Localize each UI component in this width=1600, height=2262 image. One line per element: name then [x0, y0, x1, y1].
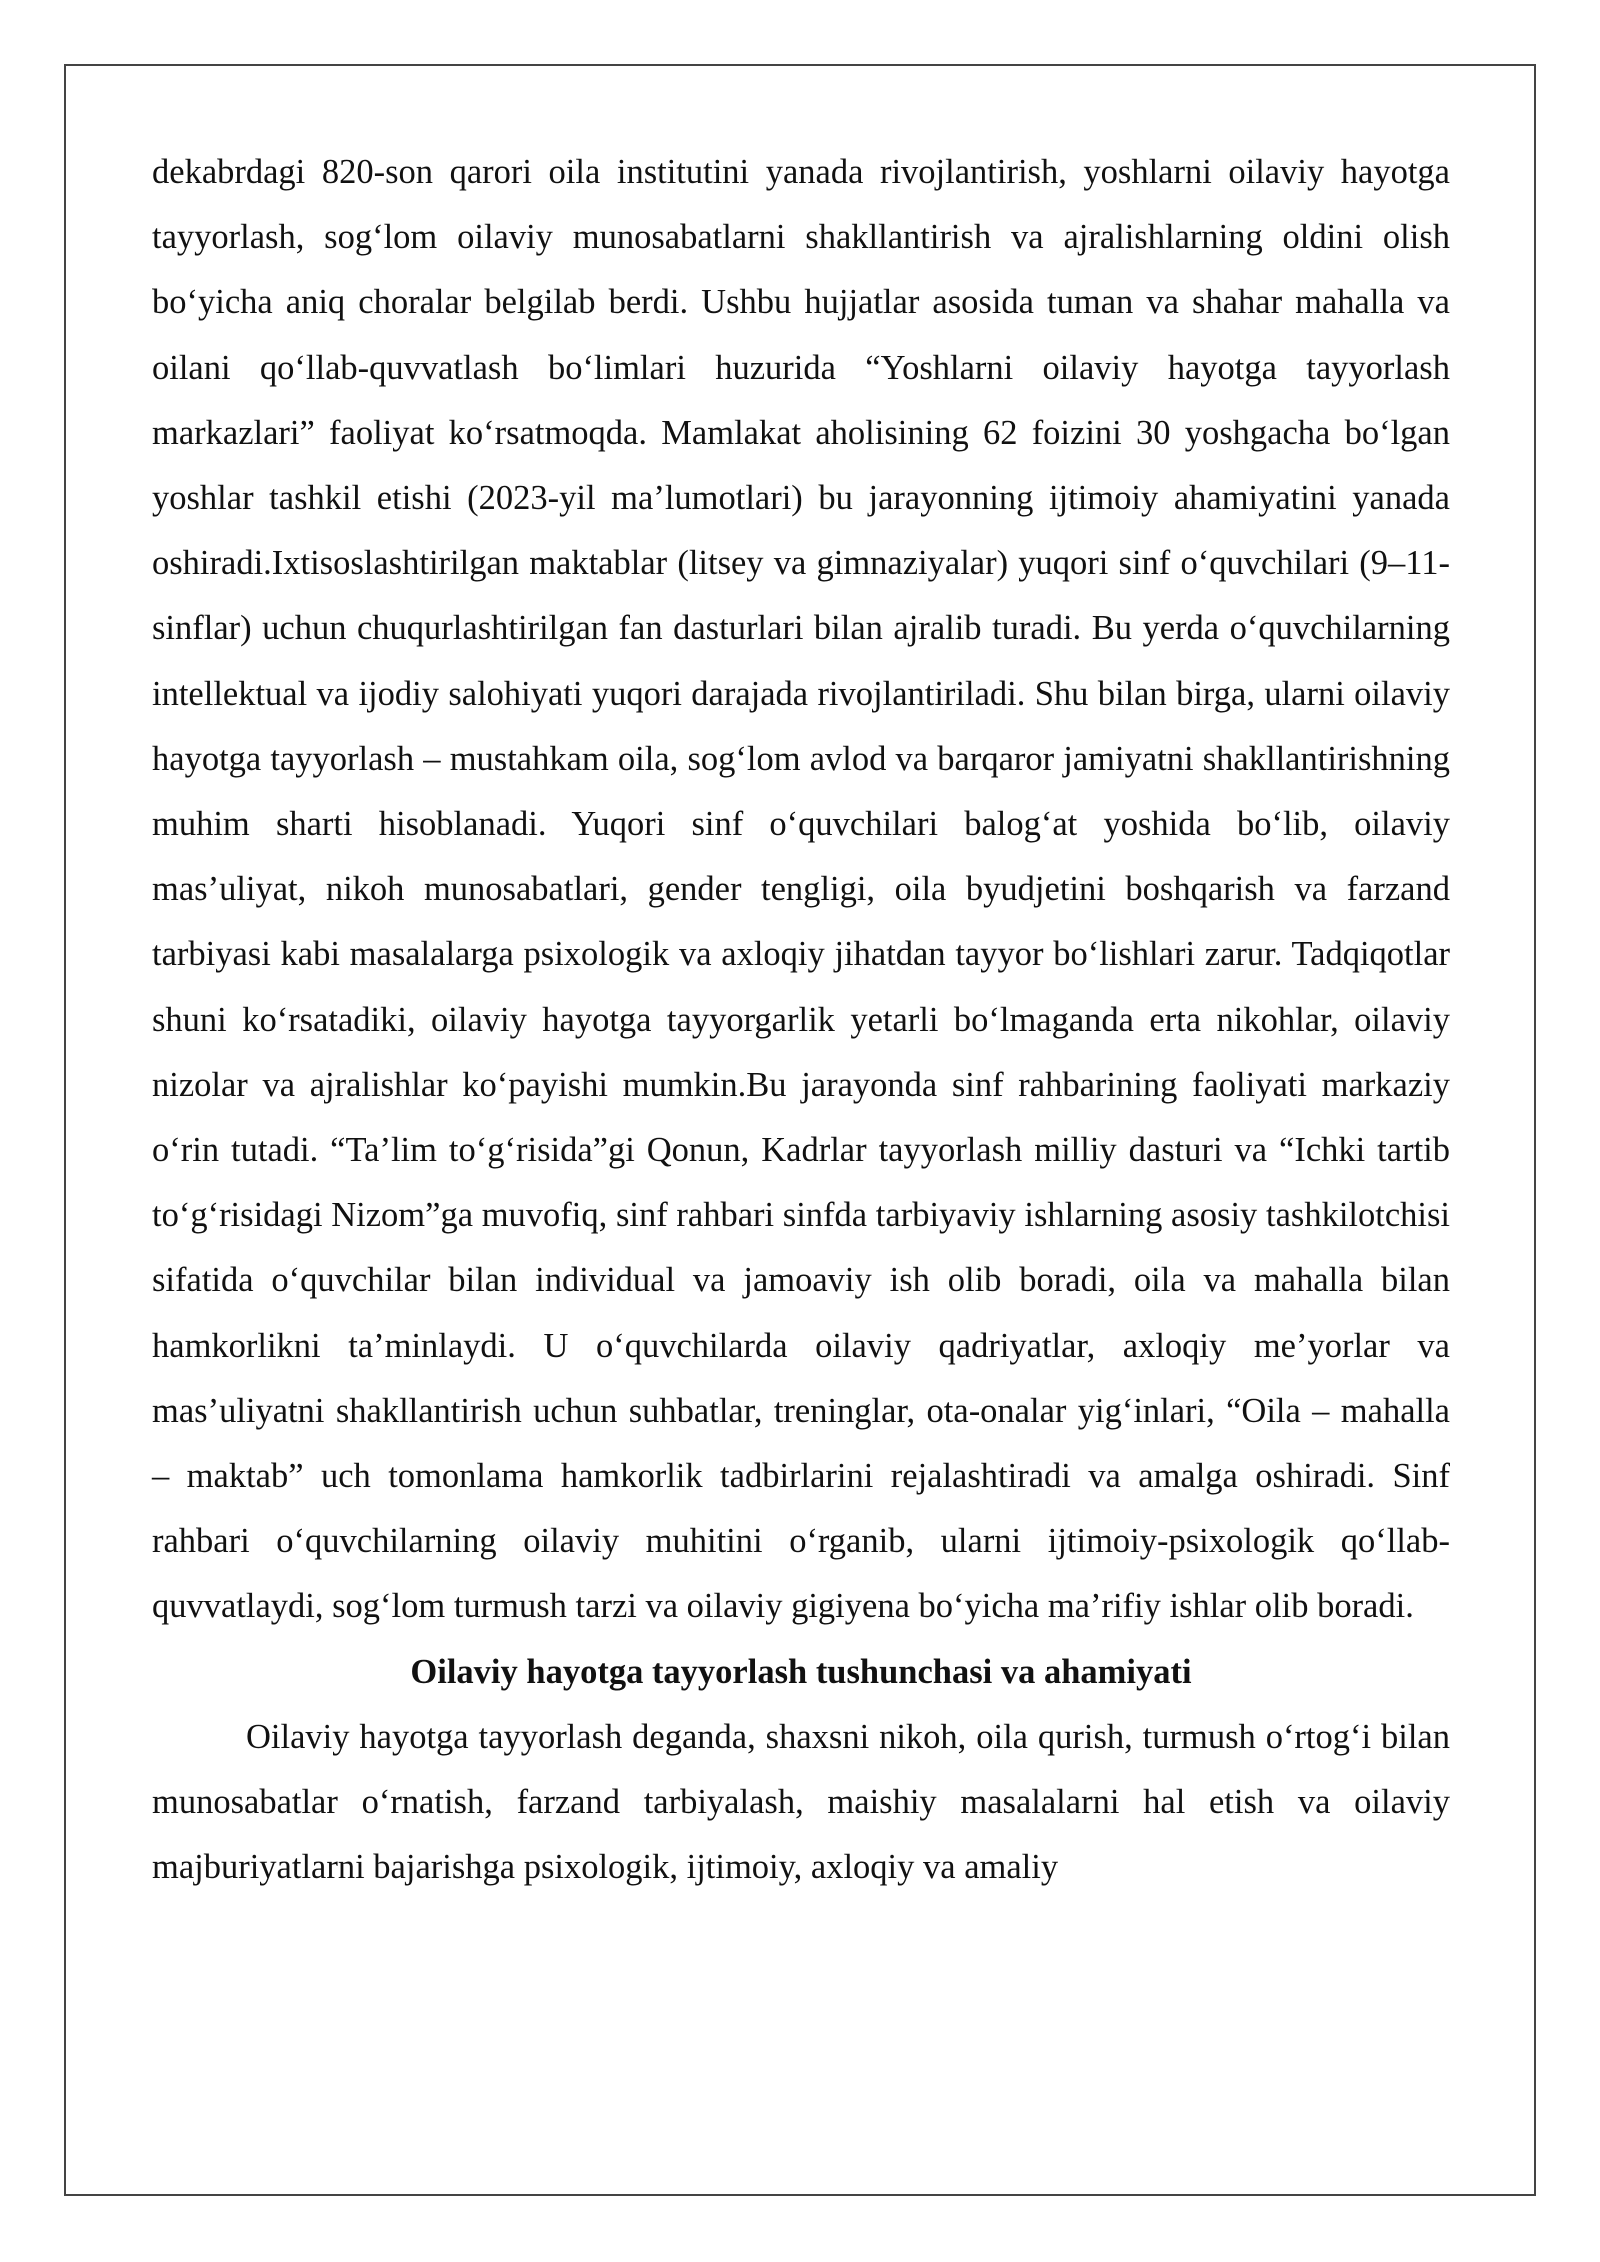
- document-body: [152, 140, 1450, 1900]
- body-paragraph: dekabrdagi 820-son qarori oila institutini yanada rivojlantirish, yoshlarni oilaviy hayotga tayyorlash, sog‘lom oilaviy munosabatlarni shakllantirish va ajralishlarning oldini olish bo‘yicha aniq choralar belgilab berdi. Ushbu hujjatlar asosida tuman va shahar mahalla va oilani qo‘llab-quvvatlash bo‘limlari huzurida “Yoshlarni oilaviy hayotga tayyorlash markazlari” faoliyat ko‘rsatmoqda. Mamlakat aholisining 62 foizini 30 yoshgacha bo‘lgan yoshlar tashkil etishi (2023-yil ma’lumotlari) bu jarayonning ijtimoiy ahamiyatini yanada oshiradi.Ixtisoslashtirilgan maktablar (litsey va gimnaziyalar) yuqori sinf o‘quvchilari (9–11-sinflar) uchun chuqurlashtirilgan fan dasturlari bilan ajralib turadi. Bu yerda o‘quvchilarning intellektual va ijodiy salohiyati yuqori darajada rivojlantiriladi. Shu bilan birga, ularni oilaviy hayotga tayyorlash – mustahkam oila, sog‘lom avlod va barqaror jamiyatni shakllantirishning muhim sharti hisoblanadi. Yuqori sinf o‘quvchilari balog‘at yoshida bo‘lib, oilaviy mas’uliyat, nikoh munosabatlari, gender tengligi, oila byudjetini boshqarish va farzand tarbiyasi kabi masalalarga psixologik va axloqiy jihatdan tayyor bo‘lishlari zarur. Tadqiqotlar shuni ko‘rsatadiki, oilaviy hayotga tayyorgarlik yetarli bo‘lmaganda erta nikohlar, oilaviy nizolar va ajralishlar ko‘payishi mumkin.Bu jarayonda sinf rahbarining faoliyati markaziy o‘rin tutadi. “Ta’lim to‘g‘risida”gi Qonun, Kadrlar tayyorlash milliy dasturi va “Ichki tartib to‘g‘risidagi Nizom”ga muvofiq, sinf rahbari sinfda tarbiyaviy ishlarning asosiy tashkilotchisi sifatida o‘quvchilar bilan individual va jamoaviy ish olib boradi, oila va mahalla bilan hamkorlikni ta’minlaydi. U o‘quvchilarda oilaviy qadriyatlar, axloqiy me’yorlar va mas’uliyatni shakllantirish uchun suhbatlar, treninglar, ota-onalar yig‘inlari, “Oila – mahalla – maktab” uch tomonlama hamkorlik tadbirlarini rejalashtiradi va amalga oshiradi. Sinf rahbari o‘quvchilarning oilaviy muhitini o‘rganib, ularni ijtimoiy-psixologik qo‘llab-quvvatlaydi, sog‘lom turmush tarzi va oilaviy gigiyena bo‘yicha ma’rifiy ishlar olib boradi.: [152, 153, 1450, 1626]
- section-heading: Oilaviy hayotga tayyorlash tushunchasi va ahamiyati: [410, 1652, 1192, 1691]
- body-paragraph-indented: Oilaviy hayotga tayyorlash deganda, shaxsni nikoh, oila qurish, turmush o‘rtog‘i bilan munosabatlar o‘rnatish, farzand tarbiyalash, maishiy masalalarni hal etish va oilaviy majburiyatlarni bajarishga psixologik, ijtimoiy, axloqiy va amaliy: [152, 1717, 1450, 1887]
